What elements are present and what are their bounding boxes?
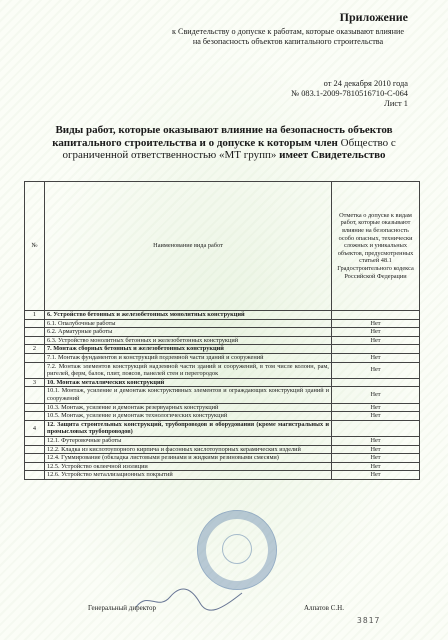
table-section-row: [25, 378, 420, 387]
work-type-name: 6.3. Устройство монолитных бетонных и железобетонных конструкций: [45, 336, 332, 345]
signatory-role: Генеральный директор: [88, 604, 156, 612]
appendix-subtitle: к Свидетельству о допуске к работам, которые оказывают влияние на безопасность объектов капитального строительства: [171, 27, 405, 46]
certificate-date: от 24 декабря 2010 года: [323, 79, 408, 88]
work-type-name: 10.1. Монтаж, усиление и демонтаж конструктивных элементов и ограждающих конструкций зданий и сооружений: [45, 387, 332, 403]
work-type-name: 6. Устройство бетонных и железобетонных монолитных конструкций: [45, 311, 332, 320]
row-number: 4: [25, 420, 45, 436]
row-number: [25, 353, 45, 362]
permission-mark: Нет: [332, 445, 420, 454]
permission-mark: Нет: [332, 336, 420, 345]
work-type-name: 10.5. Монтаж, усиление и демонтаж технологических конструкций: [45, 412, 332, 421]
row-number: [25, 436, 45, 445]
work-type-name: 6.1. Опалубочные работы: [45, 319, 332, 328]
row-number: [25, 403, 45, 412]
work-type-name: 7. Монтаж сборных бетонных и железобетонных конструкций: [45, 345, 332, 354]
permission-mark: [332, 311, 420, 320]
permission-mark: [332, 378, 420, 387]
permission-mark: [332, 345, 420, 354]
certificate-number: № 083.1-2009-7810516710-С-064: [291, 89, 408, 98]
permission-mark: Нет: [332, 387, 420, 403]
column-header-number: №: [25, 182, 45, 311]
table-row: [25, 454, 420, 463]
row-number: [25, 412, 45, 421]
table-row: [25, 412, 420, 421]
heading-text: Виды работ, которые оказывают влияние на безопасность объектов капитального строительства и о допуске к которым член: [52, 124, 393, 149]
work-type-name: 12. Защита строительных конструкций, трубопроводов и оборудования (кроме магистральных и промысловых трубопроводов): [45, 420, 332, 436]
work-type-name: 12.1. Футеровочные работы: [45, 436, 332, 445]
work-type-name: 6.2. Арматурные работы: [45, 328, 332, 337]
seal-emblem: [222, 534, 252, 564]
registration-number: 3817: [357, 616, 381, 625]
column-header-mark: Отметка о допуске к видам работ, которые оказывают влияние на безопасность особо опасных, технически сложных и уникальных объектов, предусмотренных статьей 48.1 Градостроительного кодекса Российской Федерации: [332, 182, 420, 311]
work-type-name: 7.2. Монтаж элементов конструкций надземной части зданий и сооружений, в том числе колонн, рам, ригелей, ферм, балок, плит, поясов, панелей стен и перегородок: [45, 362, 332, 378]
table-row: [25, 387, 420, 403]
row-number: 1: [25, 311, 45, 320]
row-number: [25, 454, 45, 463]
table-row: [25, 319, 420, 328]
permission-mark: Нет: [332, 436, 420, 445]
row-number: [25, 462, 45, 471]
table-row: [25, 403, 420, 412]
work-type-name: 10. Монтаж металлических конструкций: [45, 378, 332, 387]
table-header-row: [25, 182, 420, 311]
table-section-row: [25, 345, 420, 354]
work-type-name: 12.5. Устройство оклеечной изоляции: [45, 462, 332, 471]
table-row: [25, 462, 420, 471]
permission-mark: Нет: [332, 403, 420, 412]
row-number: 2: [25, 345, 45, 354]
row-number: [25, 319, 45, 328]
row-number: [25, 336, 45, 345]
row-number: [25, 362, 45, 378]
permission-mark: Нет: [332, 462, 420, 471]
row-number: [25, 328, 45, 337]
row-number: 3: [25, 378, 45, 387]
permission-mark: Нет: [332, 353, 420, 362]
table-row: [25, 471, 420, 480]
work-type-name: 12.6. Устройство металлизационных покрытий: [45, 471, 332, 480]
works-table-body: [25, 311, 420, 480]
work-type-name: 7.1. Монтаж фундаментов и конструкций подземной части зданий и сооружений: [45, 353, 332, 362]
row-number: [25, 387, 45, 403]
document-heading: [20, 124, 428, 162]
permission-mark: [332, 420, 420, 436]
permission-mark: Нет: [332, 471, 420, 480]
works-table: [24, 181, 420, 480]
row-number: [25, 471, 45, 480]
sheet-number: Лист 1: [384, 99, 408, 108]
appendix-title: Приложение: [339, 10, 408, 24]
row-number: [25, 445, 45, 454]
permission-mark: Нет: [332, 319, 420, 328]
permission-mark: Нет: [332, 362, 420, 378]
table-row: [25, 445, 420, 454]
table-row: [25, 436, 420, 445]
signatory-name: Алпатов С.Н.: [304, 604, 344, 612]
column-header-name: Наименование вида работ: [45, 182, 332, 311]
permission-mark: Нет: [332, 454, 420, 463]
heading-end: имеет Свидетельство: [279, 149, 386, 161]
organization-name: Общество с ограниченной ответственностью «МТ групп»: [62, 136, 396, 161]
table-row: [25, 362, 420, 378]
permission-mark: Нет: [332, 328, 420, 337]
table-section-row: [25, 420, 420, 436]
permission-mark: Нет: [332, 412, 420, 421]
work-type-name: 10.3. Монтаж, усиление и демонтаж резервуарных конструкций: [45, 403, 332, 412]
table-row: [25, 328, 420, 337]
table-row: [25, 353, 420, 362]
work-type-name: 12.2. Кладка из кислотоупорного кирпича и фасонных кислотоупорных керамических изделий: [45, 445, 332, 454]
work-type-name: 12.4. Гуммирование (обкладка листовыми резинами и жидкими резиновыми смесями): [45, 454, 332, 463]
table-section-row: [25, 311, 420, 320]
table-row: [25, 336, 420, 345]
